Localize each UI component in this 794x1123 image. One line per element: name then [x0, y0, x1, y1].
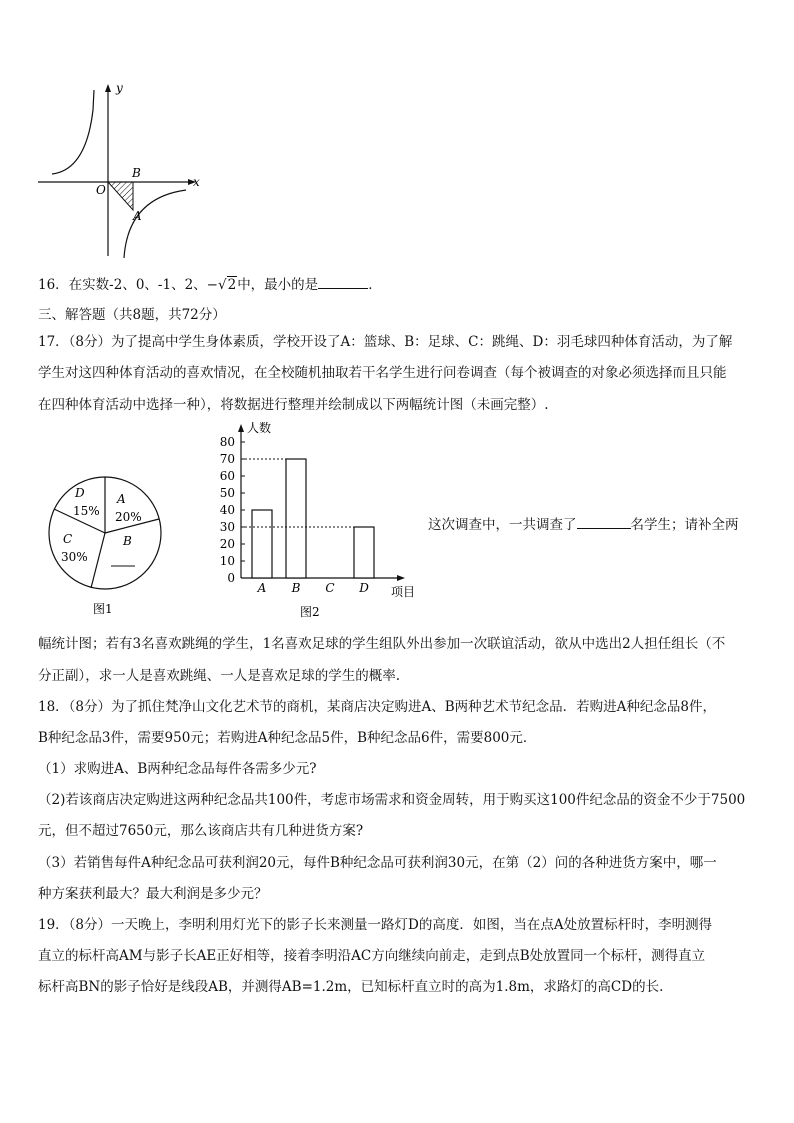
x-tick-label: B: [291, 581, 301, 595]
x-tick-label: A: [257, 581, 267, 595]
bar-a: [252, 510, 272, 578]
y-tick-label: 10: [219, 554, 235, 568]
hyperbola-graph: [36, 80, 206, 260]
hyperbola-branch-left: [52, 90, 94, 174]
shaded-triangle: [108, 182, 133, 210]
q17-side-text: 这次调查中，一共调查了 名学生；请补全两: [428, 514, 739, 535]
y-tick-label: 40: [219, 503, 235, 517]
q17-line-5: 分正副），求一人是喜欢跳绳、一人是喜欢足球的学生的概率.: [38, 668, 401, 684]
y-axis-title: 人数: [247, 421, 272, 435]
q19-line-3: 标杆高BN的影子恰好是线段AB，并测得AB=1.2m，已知标杆直立时的高为1.8m，求路灯的高CD的长.: [38, 979, 664, 995]
q17-line-3: 在四种体育活动中选择一种），将数据进行整理并绘制成以下两幅统计图（未画完整）.: [38, 397, 549, 413]
y-tick-label: 80: [219, 435, 235, 449]
q18-sub-2-line-1: （2)若该商店决定购进这两种纪念品共100件，考虑市场需求和资金周转，用于购买这100件纪念品的资金不少于7500: [38, 792, 746, 808]
q16-answer-blank[interactable]: [318, 274, 368, 289]
pie-chart-figure: [45, 475, 175, 620]
point-b-label: B: [132, 166, 141, 180]
q16-line: 16．在实数-2、0、-1、2、−√2中，最小的是 ．: [38, 274, 382, 295]
q18-sub-1: （1）求购进A、B两种纪念品每件各需多少元?: [38, 761, 317, 777]
q18-line-2: B种纪念品3件，需要950元；若购进A种纪念品5件，B种纪念品6件，需要800元．: [38, 730, 537, 746]
y-axis-arrow: [105, 84, 111, 92]
y-label: y: [116, 81, 123, 95]
pie-pct-d: 15%: [73, 504, 100, 518]
x-tick-label: C: [325, 581, 335, 595]
q19-line-1: 19．（8分）一天晚上，李明利用灯光下的影子长来测量一路灯D的高度．如图，当在点A处放置标杆时，李明测得: [38, 917, 713, 933]
section-title: 三、解答题（共8题，共72分）: [38, 307, 226, 323]
fig1-caption: 图1: [93, 602, 113, 616]
pie-label-c: C: [63, 532, 73, 546]
bar-chart-figure: [205, 420, 425, 620]
bar-d: [354, 527, 374, 578]
y-tick-label: 60: [219, 469, 235, 483]
bar-y-axis-arrow: [238, 424, 244, 432]
pie-pct-a: 20%: [115, 510, 142, 524]
q18-sub-3-line-1: （3）若销售每件A种纪念品可获利润20元，每件B种纪念品可获利润30元，在第（2）问的各种进货方案中，哪一: [38, 855, 717, 871]
q17-answer-blank[interactable]: [577, 514, 631, 529]
y-tick-label: 0: [227, 571, 235, 585]
bar-b: [286, 459, 306, 578]
q17-line-2: 学生对这四种体育活动的喜欢情况，在全校随机抽取若干名学生进行问卷调查（每个被调查的对象必须选择而且只能: [38, 365, 727, 381]
bar-x-axis-arrow: [397, 575, 405, 581]
pie-divider-3: [91, 533, 105, 588]
q18-sub-2-line-2: 元，但不超过7650元，那么该商店共有几种进货方案?: [38, 823, 364, 839]
origin-label: O: [96, 183, 106, 197]
q17-line-4: 幅统计图；若有3名喜欢跳绳的学生，1名喜欢足球的学生组队外出参加一次联谊活动，欲从中选出2人担任组长（不: [38, 636, 726, 652]
y-tick-label: 30: [219, 520, 235, 534]
x-label: x: [193, 175, 200, 189]
pie-label-d: D: [75, 486, 85, 500]
x-axis-title: 项目: [391, 585, 416, 599]
fig2-caption: 图2: [300, 605, 320, 619]
x-tick-label: D: [359, 581, 369, 595]
point-a-label: A: [133, 209, 142, 223]
q17-line-1: 17．（8分）为了提高中学生身体素质，学校开设了A：篮球、B：足球、C：跳绳、D：羽毛球四种体育活动，为了解: [38, 334, 733, 350]
q19-line-2: 直立的标杆高AM与影子长AE正好相等，接着李明沿AC方向继续向前走，走到点B处放置同一个标杆，测得直立: [38, 948, 706, 964]
q18-line-1: 18．（8分）为了抓住梵净山文化艺术节的商机，某商店决定购进A、B两种艺术节纪念品．若购进A种纪念品8件，: [38, 699, 717, 715]
pie-label-b: B: [123, 534, 132, 548]
y-tick-label: 50: [219, 486, 235, 500]
pie-pct-c: 30%: [61, 550, 88, 564]
sqrt-symbol: √2: [217, 277, 237, 293]
y-tick-label: 20: [219, 537, 235, 551]
y-tick-label: 70: [219, 452, 235, 466]
q18-sub-3-line-2: 种方案获利最大？最大利润是多少元？: [38, 886, 268, 902]
pie-label-a: A: [117, 492, 126, 506]
